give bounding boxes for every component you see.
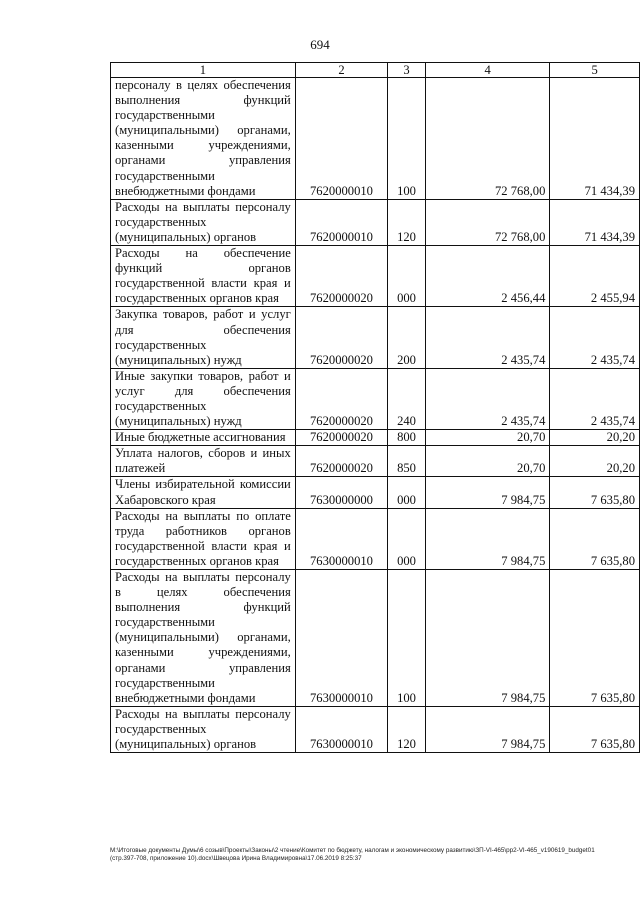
- row-expense-type-code: 100: [388, 78, 426, 200]
- row-planned-amount: 2 456,44: [425, 246, 550, 307]
- row-description: Расходы на выплаты персоналу государственных (муниципальных) органов: [111, 199, 296, 245]
- column-header: 2: [295, 63, 387, 78]
- row-executed-amount: 20,20: [550, 430, 640, 446]
- document-footer-path: M:\Итоговые документы Думы\6 созыв\Проекты\Законы\2 чтение\Комитет по бюджету, налогам и экономическому развитию\ЗП-VI-465\рр2-VI-465_v190619_budget01 (стр.397-708, приложение 10).docx\Швецова Ирина Владимировна\17.06.2019 8:25:37: [110, 847, 595, 863]
- row-executed-amount: 2 435,74: [550, 368, 640, 429]
- row-target-article-code: 7620000020: [295, 430, 387, 446]
- row-expense-type-code: 800: [388, 430, 426, 446]
- row-expense-type-code: 240: [388, 368, 426, 429]
- row-planned-amount: 72 768,00: [425, 199, 550, 245]
- row-expense-type-code: 000: [388, 477, 426, 508]
- row-description: Закупка товаров, работ и услуг для обеспечения государственных (муниципальных) нужд: [111, 307, 296, 368]
- row-planned-amount: 20,70: [425, 430, 550, 446]
- row-executed-amount: 71 434,39: [550, 78, 640, 200]
- row-description: персоналу в целях обеспечения выполнения функций государственными (муниципальными) органами, казенными учреждениями, органами управления государственными внебюджетными фондами: [111, 78, 296, 200]
- row-target-article-code: 7630000010: [295, 570, 387, 707]
- table-row: [111, 570, 640, 707]
- column-header: 1: [111, 63, 296, 78]
- table-row: [111, 307, 640, 368]
- row-expense-type-code: 000: [388, 508, 426, 569]
- row-description: Иные бюджетные ассигнования: [111, 430, 296, 446]
- table-row: [111, 508, 640, 569]
- row-executed-amount: 20,20: [550, 446, 640, 477]
- row-planned-amount: 7 984,75: [425, 477, 550, 508]
- row-planned-amount: 20,70: [425, 446, 550, 477]
- table-row: [111, 199, 640, 245]
- table-row: [111, 706, 640, 752]
- row-description: Расходы на выплаты персоналу государственных (муниципальных) органов: [111, 706, 296, 752]
- row-target-article-code: 7630000000: [295, 477, 387, 508]
- budget-table: [110, 62, 640, 753]
- row-executed-amount: 7 635,80: [550, 706, 640, 752]
- row-expense-type-code: 000: [388, 246, 426, 307]
- row-description: Расходы на выплаты персоналу в целях обеспечения выполнения функций государственными (муниципальными) органами, казенными учреждениями, органами управления государственными внебюджетными фондами: [111, 570, 296, 707]
- table-row: [111, 368, 640, 429]
- table-body: [111, 78, 640, 753]
- row-executed-amount: 7 635,80: [550, 477, 640, 508]
- row-target-article-code: 7620000020: [295, 246, 387, 307]
- row-description: Уплата налогов, сборов и иных платежей: [111, 446, 296, 477]
- row-expense-type-code: 120: [388, 706, 426, 752]
- column-header: 4: [425, 63, 550, 78]
- row-executed-amount: 2 455,94: [550, 246, 640, 307]
- row-planned-amount: 7 984,75: [425, 706, 550, 752]
- row-target-article-code: 7620000010: [295, 199, 387, 245]
- row-planned-amount: 72 768,00: [425, 78, 550, 200]
- row-executed-amount: 2 435,74: [550, 307, 640, 368]
- table-row: [111, 477, 640, 508]
- row-executed-amount: 7 635,80: [550, 508, 640, 569]
- table-row: [111, 78, 640, 200]
- row-expense-type-code: 100: [388, 570, 426, 707]
- row-planned-amount: 7 984,75: [425, 570, 550, 707]
- row-target-article-code: 7620000010: [295, 78, 387, 200]
- page-number: 694: [310, 37, 330, 52]
- row-planned-amount: 7 984,75: [425, 508, 550, 569]
- row-target-article-code: 7620000020: [295, 368, 387, 429]
- row-target-article-code: 7630000010: [295, 706, 387, 752]
- row-description: Расходы на выплаты по оплате труда работников органов государственной власти края и государственных органов края: [111, 508, 296, 569]
- table-row: [111, 430, 640, 446]
- row-description: Иные закупки товаров, работ и услуг для обеспечения государственных (муниципальных) нужд: [111, 368, 296, 429]
- row-target-article-code: 7620000020: [295, 307, 387, 368]
- column-header: 3: [388, 63, 426, 78]
- row-expense-type-code: 850: [388, 446, 426, 477]
- column-header: 5: [550, 63, 640, 78]
- row-executed-amount: 71 434,39: [550, 199, 640, 245]
- row-expense-type-code: 200: [388, 307, 426, 368]
- row-target-article-code: 7630000010: [295, 508, 387, 569]
- row-description: Расходы на обеспечение функций органов государственной власти края и государственных органов края: [111, 246, 296, 307]
- row-target-article-code: 7620000020: [295, 446, 387, 477]
- row-expense-type-code: 120: [388, 199, 426, 245]
- row-description: Члены избирательной комиссии Хабаровского края: [111, 477, 296, 508]
- table-header-row: [111, 63, 640, 78]
- row-executed-amount: 7 635,80: [550, 570, 640, 707]
- row-planned-amount: 2 435,74: [425, 307, 550, 368]
- table-row: [111, 246, 640, 307]
- table-row: [111, 446, 640, 477]
- row-planned-amount: 2 435,74: [425, 368, 550, 429]
